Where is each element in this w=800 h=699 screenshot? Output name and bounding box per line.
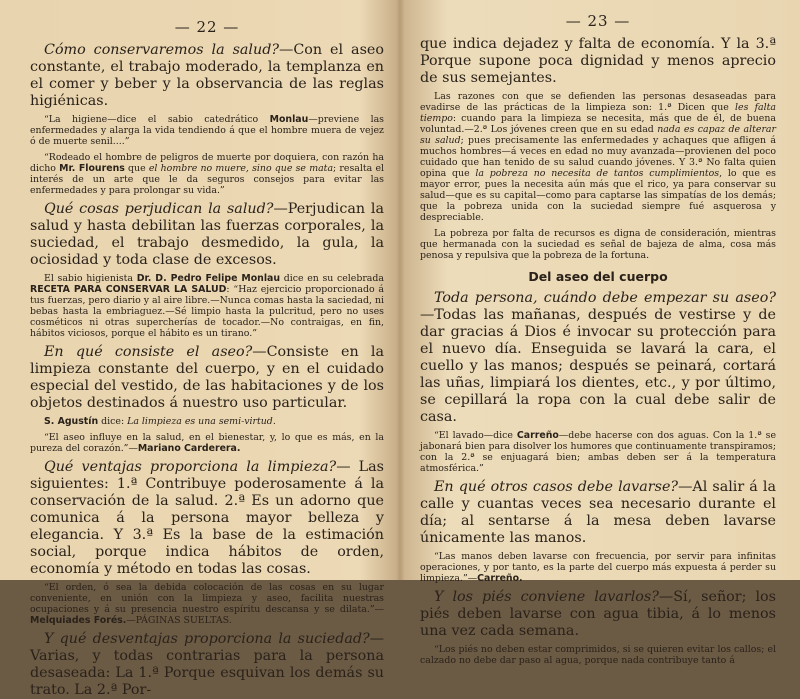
page-number: — 22 — [174, 18, 240, 36]
answer-text: —Al salir á la calle y cuantas veces sea necesario durante el día; al sentarse á la mesa deben lavarse únicamente las manos. [420, 479, 776, 546]
question-text: Cómo conservaremos la salud? [44, 42, 280, 58]
question-paragraph [30, 459, 384, 578]
quote-paragraph: “La higiene—dice el sabio catedrático Monlau—previene las enfermedades y alarga la vida tendiendo á que el hombre muera de vejez ó de muerte senil....” [30, 114, 384, 147]
question-paragraph [30, 344, 384, 412]
question-text: Y los piés conviene lavarlos? [434, 589, 659, 605]
answer-text: —Varias, y todas contrarias para la persona desaseada: La 1.ª Porque esquivan los demás su trato. La 2.ª Por- [30, 631, 384, 698]
question-text: Qué ventajas proporciona la limpieza? [44, 459, 337, 475]
question-text: Qué cosas perjudican la salud? [44, 201, 274, 217]
page-body [420, 36, 776, 666]
question-text: En qué otros casos debe lavarse? [434, 479, 679, 495]
page-body [30, 42, 384, 699]
answer-text: —Todas las mañanas, después de vestirse y de dar gracias á Dios é invocar su protección para el nuevo día. Enseguida se lavará la cara, el cuello y las manos; después se peinará, cortará las uñas, limpiará los dientes, etc., y por último, se cepillará la ropa con la cual debe salir de casa. [420, 307, 776, 425]
quote-paragraph: “Rodeado el hombre de peligros de muerte por doquiera, con razón ha dicho Mr. Flourens que el hombre no muere, sino que se mata; resalta el interés de un arte que le da seguros consejos para evitar las enfermedades y para prolongar su vida.” [30, 152, 384, 196]
question-paragraph [30, 201, 384, 269]
quote-paragraph: El sabio higienista Dr. D. Pedro Felipe Monlau dice en su celebrada RECETA PARA CONSERVAR LA SALUD: “Haz ejercicio proporcionado á tus fuerzas, pero diario y al aire libre.—Nunca comas hasta la saciedad, ni bebas hasta la embriaguez.—Sé limpio hasta la pulcritud, pero no uses cosméticos ni otras supercherías de tocador.—No contraigas, en fin, hábitos viciosos, porque el hábito es un tirano.” [30, 273, 384, 339]
question-paragraph [420, 479, 776, 547]
question-paragraph [420, 36, 776, 87]
section-heading: Del aseo del cuerpo [528, 269, 668, 284]
question-text: Toda persona, cuándo debe empezar su aseo? [434, 290, 776, 306]
quote-paragraph: “El orden, ó sea la debida colocación de las cosas en su lugar conveniente, en unión con la limpieza y aseo, facilita nuestras ocupaciones y á su presencia nuestro espíritu descansa y se dilata.”—Melquiades Forés.—PÁGINAS SUELTAS. [30, 582, 384, 626]
answer-text: — Las siguientes: 1.ª Contribuye poderosamente á la conservación de la salud. 2.ª Es un adorno que comunica á la persona mayor belleza y elegancia. Y 3.ª Es la base de la estimación social, porque indica hábitos de orden, economía y método en todas las cosas. [30, 459, 385, 577]
question-paragraph [30, 631, 384, 699]
quote-paragraph: “Las manos deben lavarse con frecuencia, por servir para infinitas operaciones, y por tanto, es la parte del cuerpo más expuesta á perder su limpieza.”—Carreño. [420, 551, 776, 584]
question-text: Y qué desventajas proporciona la suciedad? [44, 631, 370, 647]
quote-paragraph: “El lavado—dice Carreño—debe hacerse con dos aguas. Con la 1.ª se jabonará bien para disolver los humores que continuamente transpiramos; con la 2.ª se enjuagará bien; ambas deben ser á la temperatura atmosférica.” [420, 430, 776, 474]
answer-text: —Perjudican la salud y hasta debilitan las fuerzas corporales, la suciedad, el trabajo desmedido, la gula, la ociosidad y toda clase de excesos. [30, 201, 384, 268]
answer-text: —Sí, señor; los piés deben lavarse con agua tibia, á lo menos una vez cada semana. [420, 589, 776, 639]
answer-text: —Consiste en la limpieza constante del cuerpo, y en el cuidado especial del vestido, de las habitaciones y de los objetos destinados á nuestro uso particular. [30, 344, 385, 411]
question-text: En qué consiste el aseo? [44, 344, 253, 360]
question-paragraph [420, 589, 776, 640]
quote-paragraph: “El aseo influye en la salud, en el bienestar, y, lo que es más, en la pureza del corazón.”—Mariano Carderera. [30, 432, 384, 454]
left-page [0, 0, 398, 698]
quote-paragraph: S. Agustín dice: La limpieza es una semi-virtud. [44, 416, 276, 427]
answer-text: —Con el aseo constante, el trabajo moderado, la templanza en el comer y beber y la observancia de las reglas higiénicas. [30, 42, 384, 109]
quote-paragraph: “Los piés no deben estar comprimidos, si se quieren evitar los callos; el calzado no debe dar paso al agua, porque nada contribuye tanto á [420, 644, 776, 666]
answer-text: que indica dejadez y falta de economía. Y la 3.ª Porque supone poca dignidad y menos aprecio de sus semejantes. [420, 36, 776, 86]
question-paragraph [420, 290, 776, 426]
question-paragraph [30, 42, 384, 110]
right-page [402, 0, 800, 666]
quote-paragraph: Las razones con que se defienden las personas desaseadas para evadirse de las prácticas de la limpieza son: 1.ª Dicen que les falta tiempo: cuando para la limpieza se necesita, más que de él, de buena voluntad.—2.ª Los jóvenes creen que en su edad nada es capaz de alterar su salud; pues precisamente las enfermedades y achaques que afligen á muchos hombres—á veces en edad no muy avanzada—provienen del poco cuidado que han tenido de su salud cuando jóvenes. Y 3.ª No falta quien opina que la pobreza no necesita de tantos cumplimientos, lo que es mayor error, pues la necesita aún más que el rico, ya para conservar su salud—que es su capital—como para captarse las simpatías de los demás; que la pobreza unida con la suciedad siempre fué asquerosa y despreciable. [420, 91, 777, 223]
quote-paragraph: La pobreza por falta de recursos es digna de consideración, mientras que hermanada con la suciedad es señal de bajeza de alma, cosa más penosa y repulsiva que la pobreza de la fortuna. [420, 228, 776, 261]
page-number: — 23 — [565, 12, 631, 30]
